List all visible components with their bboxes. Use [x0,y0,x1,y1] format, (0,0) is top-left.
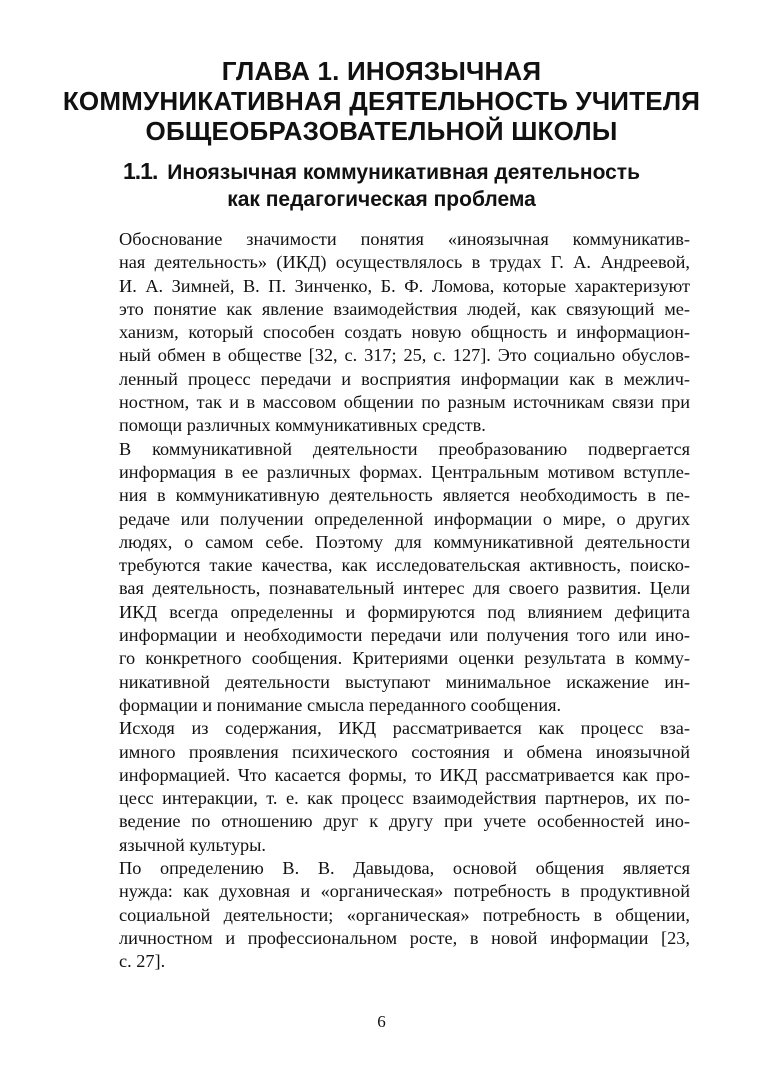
section-title-line-2: как педагогическая проблема [227,188,536,211]
text-line: с. 27]. [119,951,166,972]
text-line: ный обмен в обществе [32, с. 317; 25, с. 127]. Это социально обуслов- [119,345,690,366]
text-line: ханизм, который способен создать новую общность и информацион- [119,322,690,343]
text-line: вая деятельность, познавательный интерес для своего развития. Цели [119,578,690,599]
text-line: ная деятельность» (ИКД) осуществлялось в трудах Г. А. Андреевой, [119,252,690,273]
text-line: И. А. Зимней, В. П. Зинченко, Б. Ф. Ломова, которые характеризуют [119,275,690,296]
section-title [70,158,693,213]
text-line: личностном и профессиональном росте, в новой информации [23, [119,927,690,948]
text-line: имного проявления психического состояния и обмена иноязычной [119,741,690,762]
text-line: редаче или получении определенной информации о мире, о других [119,508,690,529]
section-number: 1.1. [123,158,158,184]
text-line: Обоснование значимости понятия «иноязычная коммуникатив- [119,229,690,249]
paragraph [73,857,690,973]
body-text [73,228,690,974]
text-line: информации и необходимости передачи или получения того или ино- [119,625,690,646]
text-line: требуются такие качества, как исследовательская активность, поиско- [119,555,690,576]
text-line: ностном, так и в массовом общении по разным источникам связи при [119,392,690,413]
paragraph [73,717,690,857]
text-line: информацией. Что касается формы, то ИКД рассматривается как про- [119,764,690,785]
text-line: ИКД всегда определенны и формируются под влиянием дефицита [119,601,690,622]
text-line: го конкретного сообщения. Критериями оценки результата в комму- [119,648,690,669]
chapter-title-line: ГЛАВА 1. ИНОЯЗЫЧНАЯ [221,56,542,86]
text-line: ленный процесс передачи и восприятия информации как в межлич- [119,368,690,389]
text-line: цесс интеракции, т. е. как процесс взаимодействия партнеров, их по- [119,788,690,809]
text-line: социальной деятельности; «органическая» потребность в общении, [119,904,690,925]
text-line: помощи различных коммуникативных средств. [119,415,486,436]
text-line: В коммуникативной деятельности преобразованию подвергается [119,438,690,459]
text-line: нужда: как духовная и «органическая» потребность в продуктивной [119,881,690,902]
chapter-title [60,56,703,146]
text-line: ния в коммуникативную деятельность является необходимость в пе- [119,485,690,506]
section-title-text: Иноязычная коммуникативная деятельность [167,161,640,184]
chapter-title-line: ОБЩЕОБРАЗОВАТЕЛЬНОЙ ШКОЛЫ [145,116,618,146]
page-number: 6 [377,1012,386,1031]
text-line: людях, о самом себе. Поэтому для коммуникативной деятельности [119,531,690,552]
text-line: ведение по отношению друг к другу при учете особенностей ино- [119,811,690,832]
paragraph [73,438,690,718]
paragraph [73,228,690,438]
text-line: По определению В. В. Давыдова, основой общения является [119,858,690,879]
text-line: никативной деятельности выступают минимальное искажение ин- [119,671,690,692]
text-line: это понятие как явление взаимодействия людей, как связующий ме- [119,298,690,319]
section-title-line-1 [70,158,693,186]
text-line: формации и понимание смысла переданного сообщения. [119,694,562,715]
text-line: язычной культуры. [119,834,266,855]
text-line: информация в ее различных формах. Центральным мотивом вступле- [119,461,690,482]
text-line: Исходя из содержания, ИКД рассматривается как процесс вза- [119,718,690,739]
chapter-title-line: КОММУНИКАТИВНАЯ ДЕЯТЕЛЬНОСТЬ УЧИТЕЛЯ [62,86,701,116]
